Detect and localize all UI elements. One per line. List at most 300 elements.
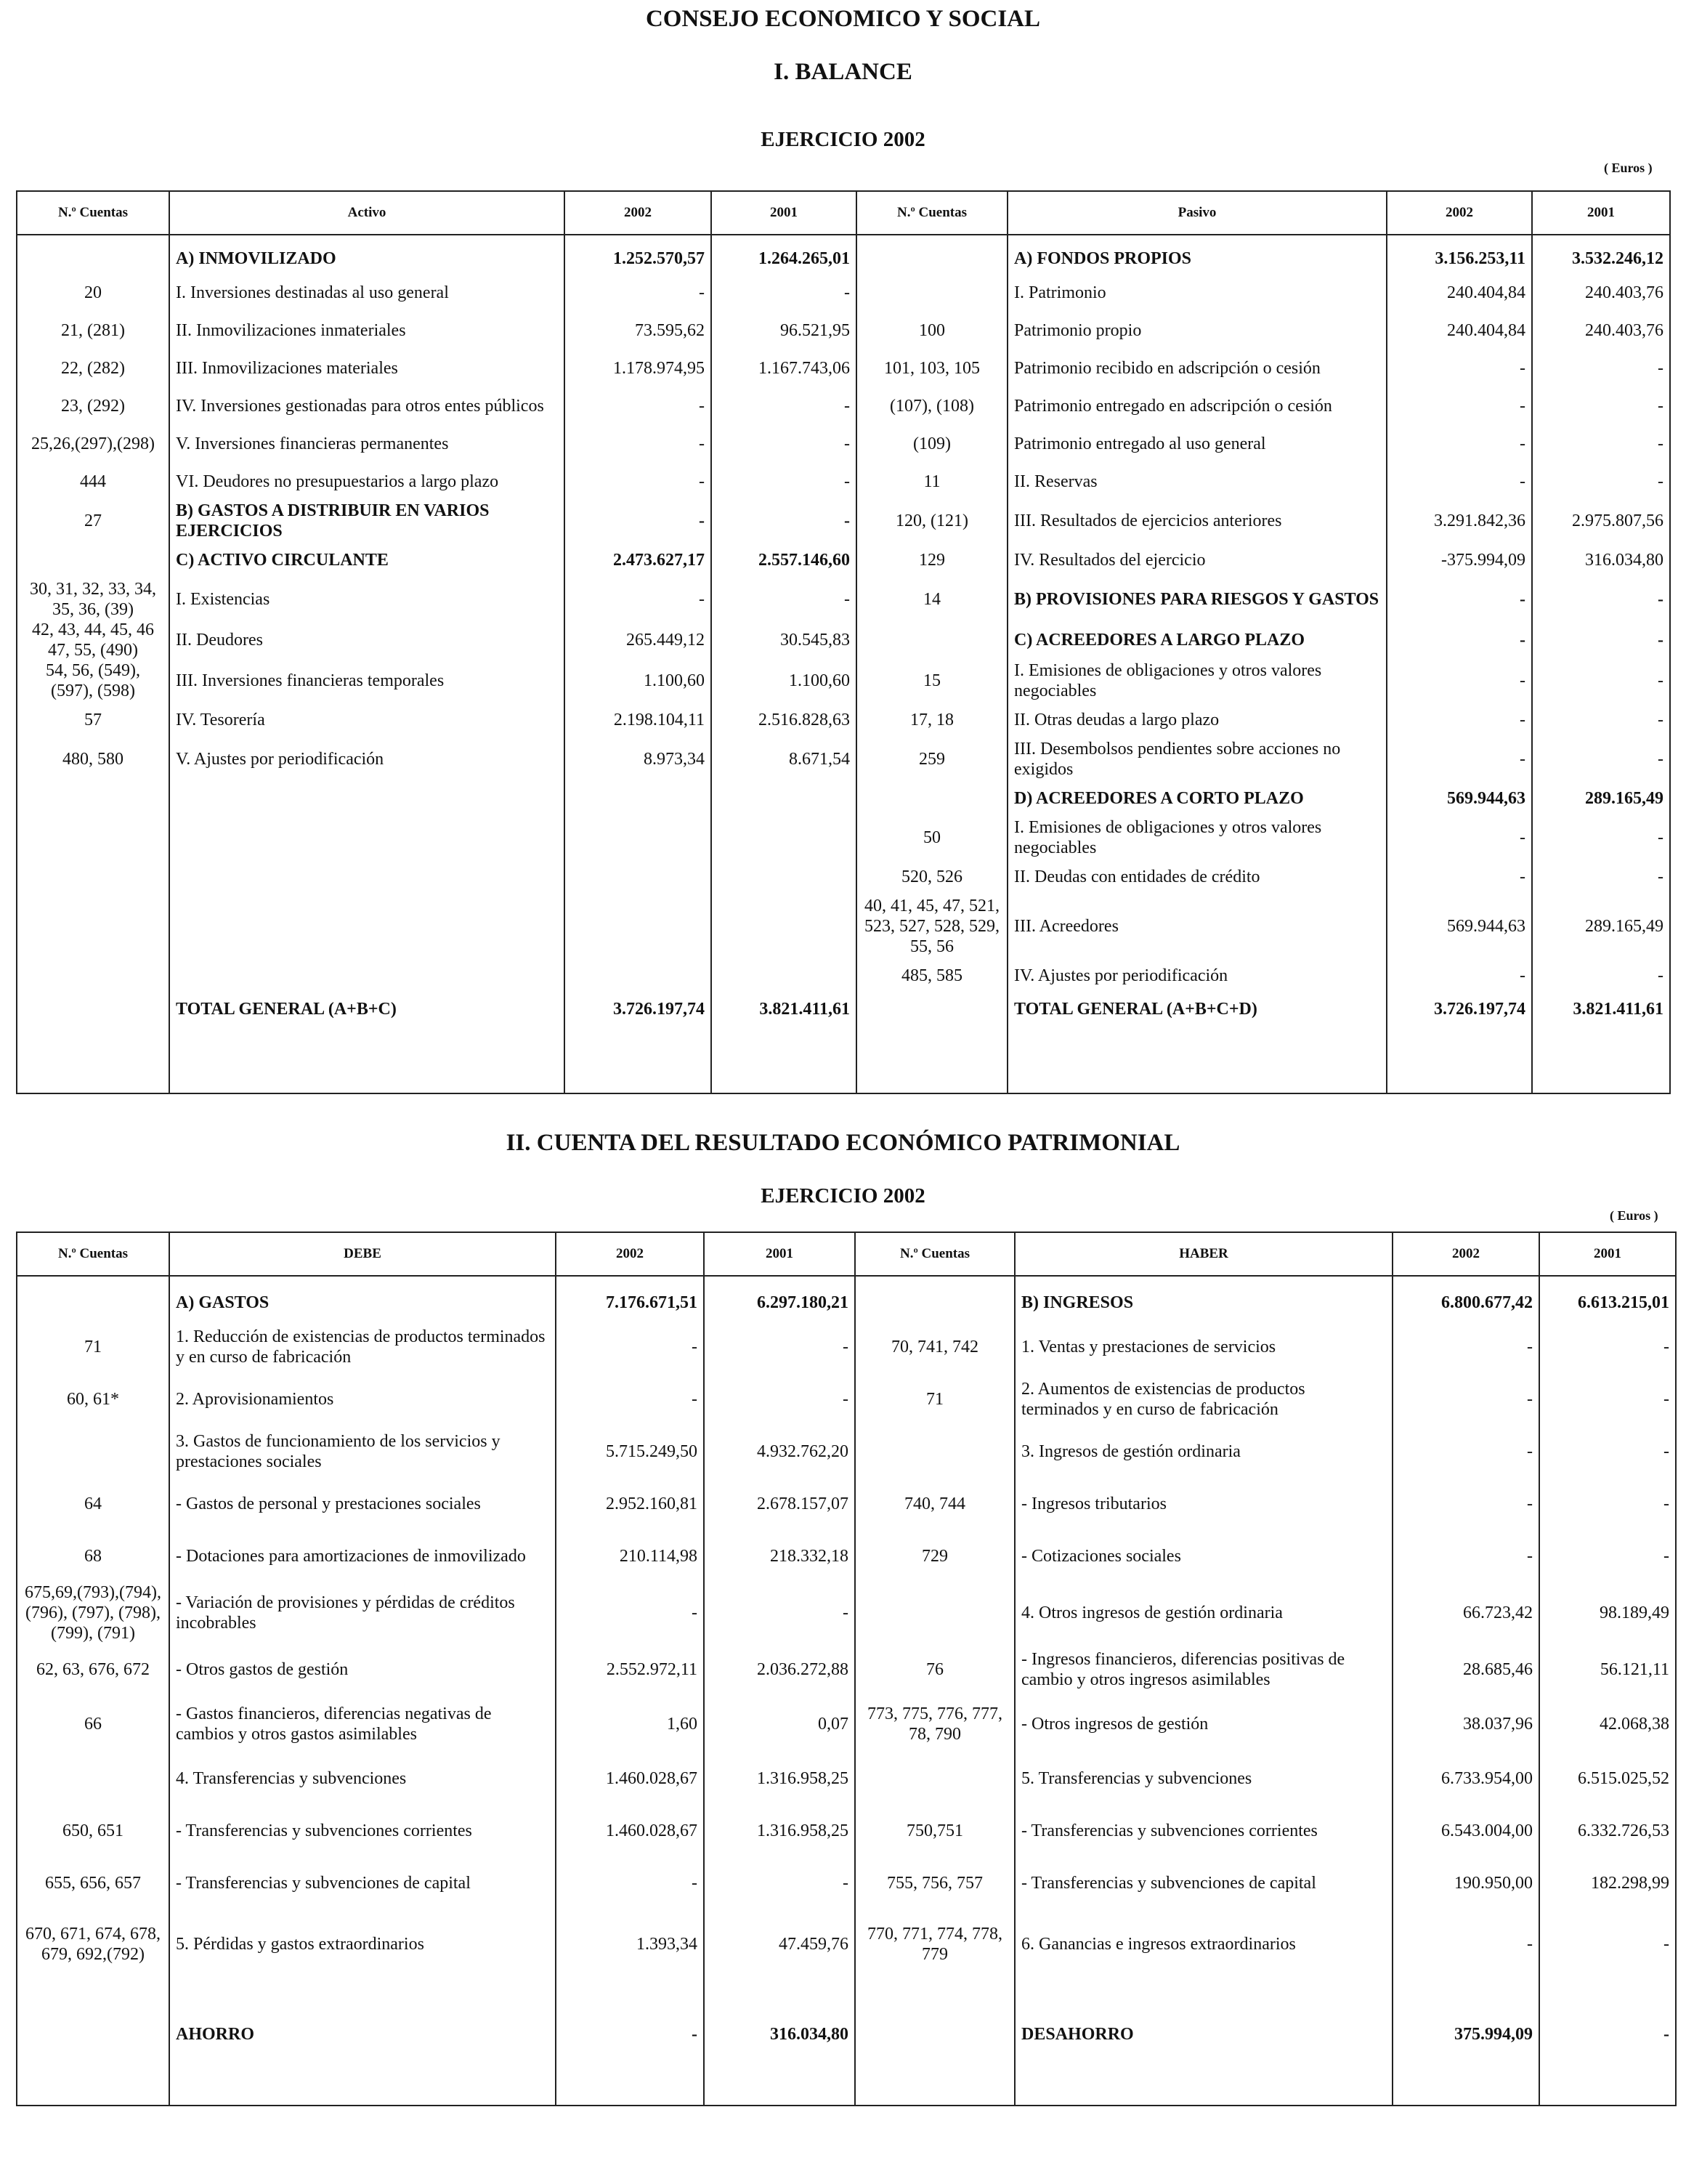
haber-value-2002: - [1393, 1373, 1539, 1425]
pasivo-concept: A) FONDOS PROPIOS [1008, 235, 1387, 274]
pasivo-concept: II. Otras deudas a largo plazo [1008, 701, 1387, 739]
account-code-activo [17, 858, 169, 896]
balance-header-row [17, 191, 1670, 235]
account-code-debe: 64 [17, 1478, 169, 1530]
header-debe: DEBE [169, 1232, 556, 1276]
activo-value-2001 [711, 957, 856, 995]
activo-value-2001: 8.671,54 [711, 739, 856, 780]
activo-value-2001: 1.264.265,01 [711, 235, 856, 274]
account-code-debe [17, 1425, 169, 1478]
account-code-activo: 21, (281) [17, 312, 169, 349]
debe-value-2001: 1.316.958,25 [704, 1805, 855, 1857]
activo-value-2001: - [711, 387, 856, 425]
pasivo-value-2002: 3.726.197,74 [1387, 995, 1532, 1093]
activo-value-2002: 1.178.974,95 [564, 349, 711, 387]
header-cuentas-debe: N.º Cuentas [17, 1232, 169, 1276]
haber-concept: - Ingresos financieros, diferencias positivas de cambio y otros ingresos asimilables [1015, 1643, 1393, 1696]
activo-value-2001: 3.821.411,61 [711, 995, 856, 1093]
account-code-debe: 71 [17, 1321, 169, 1373]
account-code-haber: 740, 744 [855, 1478, 1015, 1530]
balance-row [17, 620, 1670, 660]
pasivo-value-2002: - [1387, 701, 1532, 739]
activo-value-2001: - [711, 501, 856, 541]
account-code-pasivo: (107), (108) [856, 387, 1008, 425]
pasivo-concept: IV. Ajustes por periodificación [1008, 957, 1387, 995]
account-code-pasivo: 50 [856, 817, 1008, 858]
debe-concept: - Gastos financieros, diferencias negativas de cambios y otros gastos asimilables [169, 1696, 556, 1752]
account-code-activo: 25,26,(297),(298) [17, 425, 169, 463]
haber-value-2001: 98.189,49 [1539, 1582, 1676, 1643]
pasivo-value-2002: - [1387, 957, 1532, 995]
pasivo-value-2001: 3.821.411,61 [1532, 995, 1670, 1093]
activo-concept [169, 817, 564, 858]
pasivo-value-2001: - [1532, 425, 1670, 463]
activo-concept: VI. Deudores no presupuestarios a largo plazo [169, 463, 564, 501]
pasivo-value-2002: 3.156.253,11 [1387, 235, 1532, 274]
header-activo-2002: 2002 [564, 191, 711, 235]
account-code-activo: 54, 56, (549), (597), (598) [17, 660, 169, 701]
activo-value-2002 [564, 957, 711, 995]
pasivo-concept: Patrimonio entregado al uso general [1008, 425, 1387, 463]
haber-concept: 2. Aumentos de existencias de productos terminados y en curso de fabricación [1015, 1373, 1393, 1425]
debe-value-2001: 2.036.272,88 [704, 1643, 855, 1696]
haber-value-2002: 6.543.004,00 [1393, 1805, 1539, 1857]
activo-concept: II. Inmovilizaciones inmateriales [169, 312, 564, 349]
account-code-activo: 22, (282) [17, 349, 169, 387]
balance-row [17, 701, 1670, 739]
activo-value-2002 [564, 896, 711, 957]
pasivo-value-2001: - [1532, 463, 1670, 501]
pasivo-value-2002: -375.994,09 [1387, 541, 1532, 579]
haber-value-2001: 42.068,38 [1539, 1696, 1676, 1752]
haber-value-2002: 66.723,42 [1393, 1582, 1539, 1643]
pasivo-value-2002: - [1387, 579, 1532, 620]
activo-concept [169, 858, 564, 896]
debe-concept: - Otros gastos de gestión [169, 1643, 556, 1696]
pasivo-concept: I. Patrimonio [1008, 274, 1387, 312]
pasivo-concept: Patrimonio entregado en adscripción o cesión [1008, 387, 1387, 425]
activo-value-2001: - [711, 274, 856, 312]
activo-concept: V. Inversiones financieras permanentes [169, 425, 564, 463]
debe-value-2001: 6.297.180,21 [704, 1276, 855, 1321]
balance-units: ( Euros ) [1604, 161, 1653, 175]
haber-value-2002: - [1393, 1478, 1539, 1530]
activo-value-2002: - [564, 501, 711, 541]
balance-row [17, 896, 1670, 957]
resultado-row [17, 1696, 1676, 1752]
activo-concept: B) GASTOS A DISTRIBUIR EN VARIOS EJERCICIOS [169, 501, 564, 541]
activo-value-2002: - [564, 579, 711, 620]
account-code-debe: 650, 651 [17, 1805, 169, 1857]
activo-value-2001 [711, 858, 856, 896]
activo-value-2001 [711, 780, 856, 817]
account-code-pasivo: 17, 18 [856, 701, 1008, 739]
pasivo-value-2001: - [1532, 957, 1670, 995]
haber-value-2001: 6.332.726,53 [1539, 1805, 1676, 1857]
resultado-row [17, 1530, 1676, 1582]
activo-value-2001: - [711, 579, 856, 620]
account-code-debe [17, 1979, 169, 2106]
account-code-pasivo: (109) [856, 425, 1008, 463]
balance-row [17, 858, 1670, 896]
pasivo-concept: B) PROVISIONES PARA RIESGOS Y GASTOS [1008, 579, 1387, 620]
account-code-debe: 68 [17, 1530, 169, 1582]
haber-value-2002: 190.950,00 [1393, 1857, 1539, 1909]
activo-value-2001: 96.521,95 [711, 312, 856, 349]
account-code-activo: 444 [17, 463, 169, 501]
activo-concept [169, 957, 564, 995]
balance-row [17, 312, 1670, 349]
account-code-haber [855, 1425, 1015, 1478]
haber-value-2001: 6.515.025,52 [1539, 1752, 1676, 1805]
activo-value-2001: 1.167.743,06 [711, 349, 856, 387]
pasivo-value-2001: - [1532, 620, 1670, 660]
header-cuentas-activo: N.º Cuentas [17, 191, 169, 235]
pasivo-concept: I. Emisiones de obligaciones y otros valores negociables [1008, 660, 1387, 701]
pasivo-value-2002: - [1387, 349, 1532, 387]
header-haber: HABER [1015, 1232, 1393, 1276]
haber-concept: - Ingresos tributarios [1015, 1478, 1393, 1530]
activo-concept: I. Existencias [169, 579, 564, 620]
pasivo-value-2001: - [1532, 387, 1670, 425]
balance-row [17, 501, 1670, 541]
resultado-row [17, 1909, 1676, 1979]
haber-concept: - Transferencias y subvenciones corrientes [1015, 1805, 1393, 1857]
pasivo-concept: Patrimonio propio [1008, 312, 1387, 349]
pasivo-value-2001: - [1532, 858, 1670, 896]
haber-value-2001: 182.298,99 [1539, 1857, 1676, 1909]
pasivo-value-2002: - [1387, 817, 1532, 858]
resultado-row [17, 1857, 1676, 1909]
header-pasivo-2002: 2002 [1387, 191, 1532, 235]
balance-row [17, 425, 1670, 463]
debe-concept: 1. Reducción de existencias de productos terminados y en curso de fabricación [169, 1321, 556, 1373]
pasivo-value-2001: 316.034,80 [1532, 541, 1670, 579]
debe-value-2001: 0,07 [704, 1696, 855, 1752]
debe-value-2001: - [704, 1321, 855, 1373]
balance-row [17, 349, 1670, 387]
pasivo-value-2002: - [1387, 660, 1532, 701]
account-code-pasivo: 100 [856, 312, 1008, 349]
pasivo-value-2002: - [1387, 620, 1532, 660]
debe-concept: 5. Pérdidas y gastos extraordinarios [169, 1909, 556, 1979]
resultado-row [17, 1582, 1676, 1643]
account-code-pasivo: 259 [856, 739, 1008, 780]
pasivo-value-2001: 289.165,49 [1532, 780, 1670, 817]
debe-concept: 3. Gastos de funcionamiento de los servicios y prestaciones sociales [169, 1425, 556, 1478]
account-code-activo: 480, 580 [17, 739, 169, 780]
resultado-row [17, 1276, 1676, 1321]
haber-value-2001: - [1539, 1478, 1676, 1530]
pasivo-value-2001: 240.403,76 [1532, 312, 1670, 349]
account-code-activo [17, 541, 169, 579]
balance-row [17, 995, 1670, 1093]
debe-value-2002: - [556, 1857, 704, 1909]
balance-row [17, 463, 1670, 501]
haber-concept: 6. Ganancias e ingresos extraordinarios [1015, 1909, 1393, 1979]
account-code-activo [17, 957, 169, 995]
activo-value-2002: 1.100,60 [564, 660, 711, 701]
pasivo-concept: IV. Resultados del ejercicio [1008, 541, 1387, 579]
activo-concept: IV. Inversiones gestionadas para otros entes públicos [169, 387, 564, 425]
activo-concept: II. Deudores [169, 620, 564, 660]
resultado-row [17, 1478, 1676, 1530]
debe-concept: AHORRO [169, 1979, 556, 2106]
account-code-debe: 62, 63, 676, 672 [17, 1643, 169, 1696]
account-code-pasivo: 40, 41, 45, 47, 521, 523, 527, 528, 529, 55, 56 [856, 896, 1008, 957]
account-code-pasivo [856, 995, 1008, 1093]
debe-concept: A) GASTOS [169, 1276, 556, 1321]
account-code-activo: 20 [17, 274, 169, 312]
haber-value-2001: - [1539, 1373, 1676, 1425]
balance-row [17, 579, 1670, 620]
pasivo-value-2001: - [1532, 739, 1670, 780]
activo-value-2002 [564, 858, 711, 896]
account-code-pasivo: 14 [856, 579, 1008, 620]
debe-value-2001: - [704, 1857, 855, 1909]
haber-concept: B) INGRESOS [1015, 1276, 1393, 1321]
account-code-pasivo: 485, 585 [856, 957, 1008, 995]
pasivo-value-2002: - [1387, 739, 1532, 780]
header-cuentas-haber: N.º Cuentas [855, 1232, 1015, 1276]
account-code-debe: 655, 656, 657 [17, 1857, 169, 1909]
resultado-row [17, 1321, 1676, 1373]
balance-row [17, 660, 1670, 701]
haber-value-2002: 38.037,96 [1393, 1696, 1539, 1752]
balance-row [17, 541, 1670, 579]
activo-concept: I. Inversiones destinadas al uso general [169, 274, 564, 312]
debe-value-2001: 47.459,76 [704, 1909, 855, 1979]
resultado-title: II. CUENTA DEL RESULTADO ECONÓMICO PATRIMONIAL [506, 1130, 1180, 1156]
pasivo-value-2002: 569.944,63 [1387, 780, 1532, 817]
pasivo-value-2001: - [1532, 579, 1670, 620]
header-haber-2002: 2002 [1393, 1232, 1539, 1276]
header-haber-2001: 2001 [1539, 1232, 1676, 1276]
account-code-activo: 27 [17, 501, 169, 541]
debe-value-2002: - [556, 1321, 704, 1373]
haber-value-2001: 6.613.215,01 [1539, 1276, 1676, 1321]
pasivo-concept: III. Resultados de ejercicios anteriores [1008, 501, 1387, 541]
pasivo-value-2002: - [1387, 387, 1532, 425]
account-code-debe [17, 1752, 169, 1805]
account-code-pasivo: 120, (121) [856, 501, 1008, 541]
resultado-table [16, 1231, 1677, 2106]
activo-value-2001 [711, 817, 856, 858]
haber-value-2001: - [1539, 1909, 1676, 1979]
header-pasivo-2001: 2001 [1532, 191, 1670, 235]
haber-concept: DESAHORRO [1015, 1979, 1393, 2106]
account-code-pasivo: 129 [856, 541, 1008, 579]
debe-value-2002: 2.952.160,81 [556, 1478, 704, 1530]
account-code-haber [855, 1979, 1015, 2106]
account-code-debe: 66 [17, 1696, 169, 1752]
account-code-pasivo [856, 780, 1008, 817]
account-code-debe: 670, 671, 674, 678, 679, 692,(792) [17, 1909, 169, 1979]
activo-concept: IV. Tesorería [169, 701, 564, 739]
debe-value-2001: - [704, 1373, 855, 1425]
haber-value-2002: 28.685,46 [1393, 1643, 1539, 1696]
resultado-row [17, 1425, 1676, 1478]
pasivo-value-2002: 240.404,84 [1387, 312, 1532, 349]
debe-value-2001: 316.034,80 [704, 1979, 855, 2106]
pasivo-value-2002: - [1387, 425, 1532, 463]
activo-value-2001: - [711, 463, 856, 501]
pasivo-value-2001: - [1532, 349, 1670, 387]
header-activo-2001: 2001 [711, 191, 856, 235]
haber-value-2001: - [1539, 1425, 1676, 1478]
debe-value-2002: 1.460.028,67 [556, 1752, 704, 1805]
account-code-haber [855, 1752, 1015, 1805]
pasivo-concept: II. Deudas con entidades de crédito [1008, 858, 1387, 896]
activo-value-2002: 3.726.197,74 [564, 995, 711, 1093]
account-code-activo [17, 817, 169, 858]
resultado-exercise: EJERCICIO 2002 [761, 1184, 925, 1208]
pasivo-concept: C) ACREEDORES A LARGO PLAZO [1008, 620, 1387, 660]
account-code-activo: 23, (292) [17, 387, 169, 425]
header-activo: Activo [169, 191, 564, 235]
haber-value-2002: - [1393, 1321, 1539, 1373]
activo-concept: C) ACTIVO CIRCULANTE [169, 541, 564, 579]
account-code-haber: 773, 775, 776, 777, 78, 790 [855, 1696, 1015, 1752]
pasivo-concept: TOTAL GENERAL (A+B+C+D) [1008, 995, 1387, 1093]
pasivo-concept: III. Acreedores [1008, 896, 1387, 957]
debe-concept: - Gastos de personal y prestaciones sociales [169, 1478, 556, 1530]
haber-value-2002: - [1393, 1530, 1539, 1582]
debe-value-2002: 2.552.972,11 [556, 1643, 704, 1696]
account-code-activo [17, 995, 169, 1093]
activo-value-2002: 2.198.104,11 [564, 701, 711, 739]
activo-concept: A) INMOVILIZADO [169, 235, 564, 274]
account-code-pasivo: 520, 526 [856, 858, 1008, 896]
debe-value-2002: 1.460.028,67 [556, 1805, 704, 1857]
activo-value-2002 [564, 817, 711, 858]
resultado-row [17, 1373, 1676, 1425]
balance-row [17, 274, 1670, 312]
debe-value-2002: 7.176.671,51 [556, 1276, 704, 1321]
account-code-haber: 76 [855, 1643, 1015, 1696]
debe-concept: - Transferencias y subvenciones corrientes [169, 1805, 556, 1857]
activo-value-2002: - [564, 274, 711, 312]
account-code-pasivo: 15 [856, 660, 1008, 701]
balance-row [17, 957, 1670, 995]
account-code-debe [17, 1276, 169, 1321]
activo-value-2002: 8.973,34 [564, 739, 711, 780]
haber-concept: 1. Ventas y prestaciones de servicios [1015, 1321, 1393, 1373]
account-code-pasivo: 11 [856, 463, 1008, 501]
debe-value-2001: 4.932.762,20 [704, 1425, 855, 1478]
header-pasivo: Pasivo [1008, 191, 1387, 235]
debe-value-2002: - [556, 1582, 704, 1643]
account-code-pasivo: 101, 103, 105 [856, 349, 1008, 387]
haber-value-2002: 6.733.954,00 [1393, 1752, 1539, 1805]
pasivo-value-2001: - [1532, 701, 1670, 739]
debe-concept: 2. Aprovisionamientos [169, 1373, 556, 1425]
pasivo-concept: Patrimonio recibido en adscripción o cesión [1008, 349, 1387, 387]
activo-concept: III. Inmovilizaciones materiales [169, 349, 564, 387]
activo-value-2002 [564, 780, 711, 817]
pasivo-value-2001: - [1532, 660, 1670, 701]
pasivo-value-2002: - [1387, 858, 1532, 896]
account-code-haber [855, 1276, 1015, 1321]
balance-row [17, 817, 1670, 858]
balance-row [17, 387, 1670, 425]
resultado-row [17, 1752, 1676, 1805]
haber-value-2002: 6.800.677,42 [1393, 1276, 1539, 1321]
account-code-activo [17, 235, 169, 274]
account-code-activo: 30, 31, 32, 33, 34, 35, 36, (39) [17, 579, 169, 620]
account-code-haber [855, 1582, 1015, 1643]
debe-concept: - Dotaciones para amortizaciones de inmovilizado [169, 1530, 556, 1582]
activo-value-2001: 2.516.828,63 [711, 701, 856, 739]
activo-value-2001: 1.100,60 [711, 660, 856, 701]
account-code-debe: 675,69,(793),(794), (796), (797), (798), (799), (791) [17, 1582, 169, 1643]
balance-title: I. BALANCE [774, 59, 912, 85]
debe-concept: - Transferencias y subvenciones de capital [169, 1857, 556, 1909]
activo-value-2002: 73.595,62 [564, 312, 711, 349]
pasivo-value-2002: 3.291.842,36 [1387, 501, 1532, 541]
activo-value-2001: 30.545,83 [711, 620, 856, 660]
header-debe-2002: 2002 [556, 1232, 704, 1276]
debe-value-2002: - [556, 1373, 704, 1425]
activo-concept [169, 896, 564, 957]
balance-table [16, 190, 1671, 1094]
debe-concept: 4. Transferencias y subvenciones [169, 1752, 556, 1805]
haber-value-2001: - [1539, 1530, 1676, 1582]
balance-exercise: EJERCICIO 2002 [761, 128, 925, 151]
haber-concept: - Otros ingresos de gestión [1015, 1696, 1393, 1752]
activo-concept [169, 780, 564, 817]
debe-value-2002: 210.114,98 [556, 1530, 704, 1582]
balance-row [17, 739, 1670, 780]
account-code-haber: 71 [855, 1373, 1015, 1425]
account-code-activo [17, 780, 169, 817]
balance-row [17, 780, 1670, 817]
debe-value-2002: 1,60 [556, 1696, 704, 1752]
haber-value-2001: 56.121,11 [1539, 1643, 1676, 1696]
haber-value-2001: - [1539, 1979, 1676, 2106]
activo-value-2001: 2.557.146,60 [711, 541, 856, 579]
account-code-haber: 70, 741, 742 [855, 1321, 1015, 1373]
haber-concept: - Transferencias y subvenciones de capital [1015, 1857, 1393, 1909]
account-code-haber: 755, 756, 757 [855, 1857, 1015, 1909]
account-code-activo: 57 [17, 701, 169, 739]
pasivo-value-2002: 569.944,63 [1387, 896, 1532, 957]
activo-value-2001: - [711, 425, 856, 463]
account-code-pasivo [856, 274, 1008, 312]
haber-concept: 5. Transferencias y subvenciones [1015, 1752, 1393, 1805]
pasivo-concept: I. Emisiones de obligaciones y otros valores negociables [1008, 817, 1387, 858]
debe-value-2001: 2.678.157,07 [704, 1478, 855, 1530]
activo-value-2001 [711, 896, 856, 957]
resultado-header-row [17, 1232, 1676, 1276]
pasivo-value-2002: 240.404,84 [1387, 274, 1532, 312]
org-title: CONSEJO ECONOMICO Y SOCIAL [645, 6, 1041, 32]
resultado-row [17, 1643, 1676, 1696]
account-code-pasivo [856, 620, 1008, 660]
pasivo-value-2002: - [1387, 463, 1532, 501]
resultado-units: ( Euros ) [1610, 1208, 1658, 1223]
activo-value-2002: - [564, 463, 711, 501]
haber-value-2001: - [1539, 1321, 1676, 1373]
debe-value-2002: - [556, 1979, 704, 2106]
pasivo-value-2001: 240.403,76 [1532, 274, 1670, 312]
haber-value-2002: - [1393, 1909, 1539, 1979]
resultado-row [17, 1979, 1676, 2106]
debe-value-2001: 218.332,18 [704, 1530, 855, 1582]
debe-concept: - Variación de provisiones y pérdidas de créditos incobrables [169, 1582, 556, 1643]
pasivo-concept: D) ACREEDORES A CORTO PLAZO [1008, 780, 1387, 817]
resultado-row [17, 1805, 1676, 1857]
